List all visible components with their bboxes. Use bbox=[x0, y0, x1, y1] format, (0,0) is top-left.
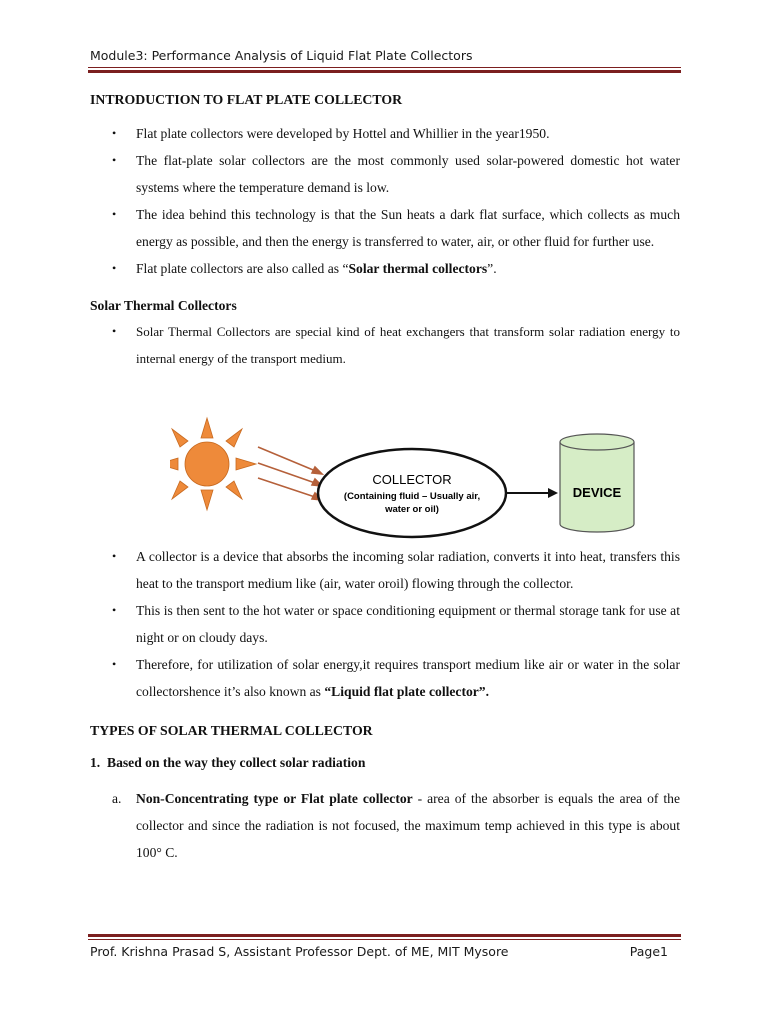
page-content-lower bbox=[90, 543, 680, 866]
list-item: • Flat plate collectors are also called as “Solar thermal collectors”. bbox=[112, 261, 497, 276]
running-header: Module3: Performance Analysis of Liquid Flat Plate Collectors bbox=[90, 48, 473, 63]
list-item: • Flat plate collectors were developed by Hottel and Whillier in the year1950. bbox=[112, 126, 550, 141]
intro-heading: INTRODUCTION TO FLAT PLATE COLLECTOR bbox=[90, 92, 403, 107]
collector-desc-line1: (Containing fluid – Usually air, bbox=[343, 491, 481, 502]
page-number: Page1 bbox=[629, 944, 668, 959]
header-rule-thick bbox=[88, 70, 681, 73]
page-content bbox=[90, 92, 680, 372]
intro-list bbox=[90, 120, 680, 282]
collector-title: COLLECTOR bbox=[372, 472, 452, 487]
collector-list bbox=[90, 543, 680, 705]
list-item: • Therefore, for utilization of solar energy,it requires transport medium like air or water in the solar collectorshence it’s also known as “Liquid flat plate collector”. bbox=[112, 657, 680, 699]
footer-rule-thick bbox=[88, 934, 681, 937]
header-rule-thin bbox=[88, 67, 681, 68]
device-cylinder bbox=[560, 434, 634, 532]
solar-thermal-heading: Solar Thermal Collectors bbox=[90, 298, 237, 313]
footer-rule-thin bbox=[88, 939, 681, 940]
collector-diagram bbox=[170, 414, 650, 539]
types-heading: TYPES OF SOLAR THERMAL COLLECTOR bbox=[90, 723, 373, 738]
list-item: • Solar Thermal Collectors are special kind of heat exchangers that transform solar radiation energy to internal energy of the transport medium. bbox=[112, 324, 680, 366]
sun-icon bbox=[170, 418, 256, 510]
list-item: • A collector is a device that absorbs the incoming solar radiation, converts it into heat, transfers this heat to the transport medium like (air, water oroil) flowing through the collector. bbox=[112, 549, 680, 591]
list-item: • This is then sent to the hot water or space conditioning equipment or thermal storage tank for use at night or on cloudy days. bbox=[112, 603, 680, 645]
flow-arrow bbox=[506, 488, 558, 498]
types-item-a: a. Non-Concentrating type or Flat plate collector - area of the absorber is equals the area of the collector and since the radiation is not focused, the maximum temp achieved in this type is about 100° C. bbox=[112, 791, 680, 860]
types-subheading: 1. Based on the way they collect solar radiation bbox=[90, 755, 366, 770]
device-label: DEVICE bbox=[572, 485, 622, 500]
list-item: • The idea behind this technology is that the Sun heats a dark flat surface, which collects as much energy as possible, and then the energy is transferred to water, air, or other fluid for further use. bbox=[112, 207, 680, 249]
list-item: • The flat-plate solar collectors are the most commonly used solar-powered domestic hot water systems where the temperature demand is low. bbox=[112, 153, 680, 195]
collector-desc-line2: water or oil) bbox=[385, 504, 439, 515]
footer-author: Prof. Krishna Prasad S, Assistant Professor Dept. of ME, MIT Mysore bbox=[90, 944, 509, 959]
radiation-arrows bbox=[258, 447, 322, 500]
solar-thermal-list bbox=[90, 318, 680, 372]
